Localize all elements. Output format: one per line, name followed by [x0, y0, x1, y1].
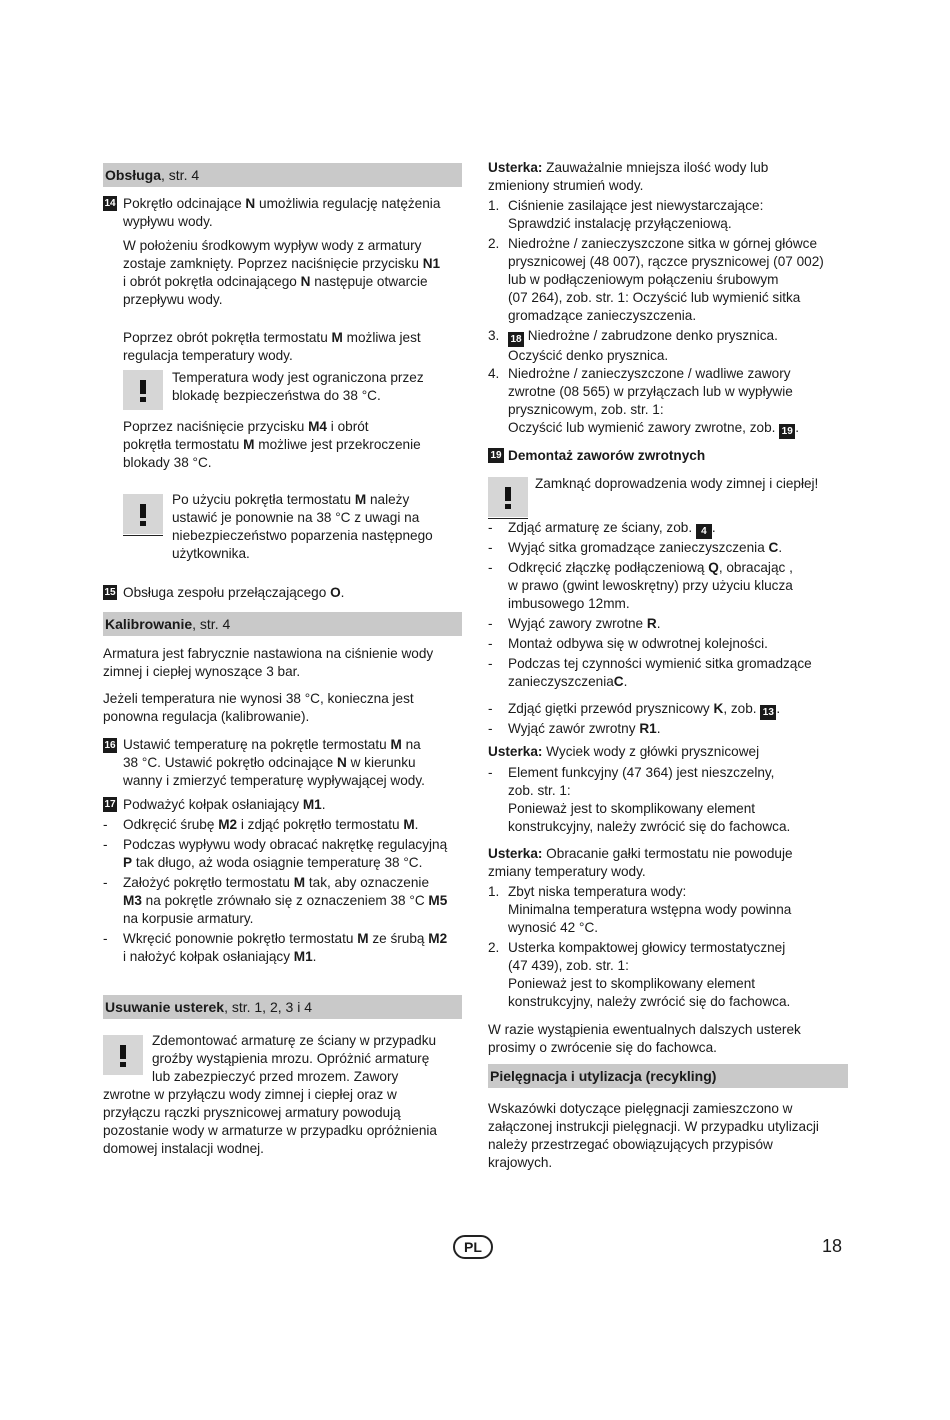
fault-item-1: Ciśnienie zasilające jest niewystarczające: Sprawdzić instalację przyłączeniową. — [508, 198, 764, 231]
step-unscrew-connector: Odkręcić złączkę podłączeniową Q, obracając , w prawo (gwint lewoskrętny) przy użyciu klucza imbusowego 12mm. — [508, 560, 793, 611]
figure-badge-17: 17 — [104, 799, 116, 810]
figure-badge-4: 4 — [696, 524, 712, 539]
step-remove-r1: Wyjąć zawór zwrotny R1. — [508, 721, 661, 736]
warning-text-temperature: Temperatura wody jest ograniczona przez blokadę bezpieczeństwa do 38 °C. — [172, 370, 424, 403]
fault-item-2: Niedrożne / zanieczyszczone sitka w górnej główce prysznicowej (48 007), rączce prysznicowej (07 002) lub w podłączeniowym połączeniu śrubowym (07 264), zob. str. 1: Oczyścić lub wymienić sitka gromadzące zanieczyszczenia. — [508, 236, 824, 323]
figure-badge-16: 16 — [104, 740, 116, 751]
section-heading-check-valves: Demontaż zaworów zwrotnych — [508, 448, 706, 463]
section-heading-usuwanie-usterek: Usuwanie usterek, str. 1, 2, 3 i 4 — [103, 995, 462, 1019]
dash-bullet: - — [103, 931, 108, 946]
figure-badge-18: 18 — [508, 332, 524, 347]
fault-leak-item: Element funkcyjny (47 364) jest nieszczelny, zob. str. 1: Ponieważ jest to skomplikowany element konstrukcyjny, należy zwrócić się do fachowca. — [508, 765, 791, 834]
list-number: 2. — [488, 236, 500, 251]
dash-bullet: - — [488, 701, 493, 716]
dash-bullet: - — [488, 656, 493, 671]
paragraph-thermostat: Poprzez obrót pokrętła termostatu M możliwa jest regulacja temperatury wody. — [123, 330, 421, 363]
warning-text-frost-1: Zdemontować armaturę ze ściany w przypadku groźby wystąpienia mrozu. Opróżnić armaturę lub zabezpieczyć przed mrozem. Zawory — [152, 1033, 437, 1084]
paragraph-recalibration: Jeżeli temperatura nie wynosi 38 °C, konieczna jest ponowna regulacja (kalibrowanie). — [103, 691, 414, 724]
warning-text-reset: Po użyciu pokrętła termostatu M należy ustawić je ponownie na 38 °C z uwagi na niebezpieczeństwo poparzenia następnego użytkownika. — [172, 492, 433, 561]
step-remove-strainers: Wyjąć sitka gromadzące zanieczyszczenia C. — [508, 540, 783, 555]
fault-less-water: Usterka: Zauważalnie mniejsza ilość wody lub zmieniony strumień wody. — [488, 160, 769, 193]
warning-underline — [123, 535, 163, 536]
fault-thermostat-item-1: Zbyt niska temperatura wody: Minimalna temperatura wstępna wody powinna wynosić 42 °C. — [508, 884, 792, 935]
step-adjust-nut: Podczas wypływu wody obracać nakrętkę regulacyjną P tak długo, aż woda osiągnie temperaturę 38 °C. — [123, 837, 448, 870]
fault-leak: Usterka: Wyciek wody z główki prysznicowej — [488, 744, 760, 759]
paragraph-14: Pokrętło odcinające N umożliwia regulację natężenia wypływu wody. — [123, 196, 441, 229]
figure-badge-19: 19 — [779, 424, 795, 439]
list-number: 1. — [488, 884, 500, 899]
step-mount-knob: Założyć pokrętło termostatu M tak, aby oznaczenie M3 na pokrętle zrównało się z oznaczeniem 38 °C M5 na korpusie armatury. — [123, 875, 448, 926]
step-reassembly: Montaż odbywa się w odwrotnej kolejności. — [508, 636, 768, 651]
dash-bullet: - — [488, 540, 493, 555]
dash-bullet: - — [103, 837, 108, 852]
dash-bullet: - — [103, 875, 108, 890]
figure-badge-13: 13 — [760, 705, 776, 720]
paragraph-17: Podważyć kołpak osłaniający M1. — [123, 797, 326, 812]
warning-text-close-water: Zamknąć doprowadzenia wody zimnej i ciepłej! — [535, 476, 819, 491]
section-heading-care: Pielęgnacja i utylizacja (recykling) — [488, 1064, 848, 1088]
figure-badge-19: 19 — [488, 448, 504, 463]
step-remove-fitting: Zdjąć armaturę ze ściany, zob. 4 . — [508, 520, 716, 537]
figure-badge-15: 15 — [104, 587, 116, 598]
dash-bullet: - — [488, 765, 493, 780]
fault-thermostat: Usterka: Obracanie gałki termostatu nie powoduje zmiany temperatury wody. — [488, 846, 793, 879]
warning-icon — [488, 477, 528, 517]
section-heading-kalibrowanie: Kalibrowanie, str. 4 — [103, 612, 462, 636]
warning-icon — [123, 370, 163, 410]
list-number: 2. — [488, 940, 500, 955]
figure-badge-14: 14 — [104, 198, 116, 209]
list-number: 3. — [488, 328, 500, 343]
paragraph-m4: Poprzez naciśnięcie przycisku M4 i obrót pokrętła termostatu M możliwe jest przekroczenie blokady 38 °C. — [123, 419, 421, 470]
warning-icon — [103, 1035, 143, 1075]
dash-bullet: - — [488, 520, 493, 535]
step-screw-back: Wkręcić ponownie pokrętło termostatu M ze śrubą M2 i nałożyć kołpak osłaniający M1. — [123, 931, 448, 964]
fault-item-3: 18 Niedrożne / zabrudzone denko prysznica. Oczyścić denko prysznica. — [508, 328, 778, 363]
fault-item-4: Niedrożne / zanieczyszczone / wadliwe zawory zwrotne (08 565) w przyłączach lub w wypływie prysznicowym, zob. str. 1: Oczyścić lub wymienić zawory zwrotne, zob. 19 . — [508, 366, 799, 437]
paragraph-further-faults: W razie wystąpienia ewentualnych dalszych usterek prosimy o zwrócenie się do fachowca. — [488, 1022, 801, 1055]
warning-icon — [123, 494, 163, 534]
section-heading-obsluga: Obsługa, str. 4 — [103, 163, 462, 187]
paragraph-16: Ustawić temperaturę na pokrętle termostatu M na 38 °C. Ustawić pokrętło odcinające N w kierunku wanny i zmierzyć temperaturę wypływającej wody. — [123, 737, 425, 788]
fault-thermostat-item-2: Usterka kompaktowej głowicy termostatycznej (47 439), zob. str. 1: Ponieważ jest to skomplikowany element konstrukcyjny, należy zwrócić się do fachowca. — [508, 940, 791, 1009]
language-badge: PL — [453, 1235, 493, 1259]
dash-bullet: - — [488, 721, 493, 736]
dash-bullet: - — [488, 616, 493, 631]
step-unscrew: Odkręcić śrubę M2 i zdjąć pokrętło termostatu M. — [123, 817, 419, 832]
step-replace-strainers: Podczas tej czynności wymienić sitka gromadzące zanieczyszczeniaC. — [508, 656, 812, 689]
list-number: 4. — [488, 366, 500, 381]
step-remove-hose: Zdjąć giętki przewód prysznicowy K, zob. 13 . — [508, 701, 781, 718]
step-remove-valves: Wyjąć zawory zwrotne R. — [508, 616, 661, 631]
list-number: 1. — [488, 198, 500, 213]
warning-text-frost-2: zwrotne w przyłączu wody zimnej i ciepłej oraz w przyłączu rączki prysznicowej armatury powodują pozostanie wody w armaturze w przypadku opróżnienia domowej instalacji wodnej. — [103, 1087, 437, 1156]
paragraph-middle-position: W położeniu środkowym wypływ wody z armatury zostaje zamknięty. Poprzez naciśnięcie przycisku N1 i obrót pokrętła odcinającego N następuje otwarcie przepływu wody. — [123, 238, 441, 307]
dash-bullet: - — [488, 560, 493, 575]
dash-bullet: - — [103, 817, 108, 832]
paragraph-care: Wskazówki dotyczące pielęgnacji zamieszczono w załączonej instrukcji pielęgnacji. W przypadku utylizacji należy przestrzegać obowiązujących przypisów krajowych. — [488, 1101, 819, 1170]
paragraph-15: Obsługa zespołu przełączającego O. — [123, 585, 345, 600]
page-number: 18 — [822, 1236, 843, 1256]
paragraph-factory-setting: Armatura jest fabrycznie nastawiona na ciśnienie wody zimnej i ciepłej wynoszące 3 bar. — [103, 646, 434, 679]
dash-bullet: - — [488, 636, 493, 651]
